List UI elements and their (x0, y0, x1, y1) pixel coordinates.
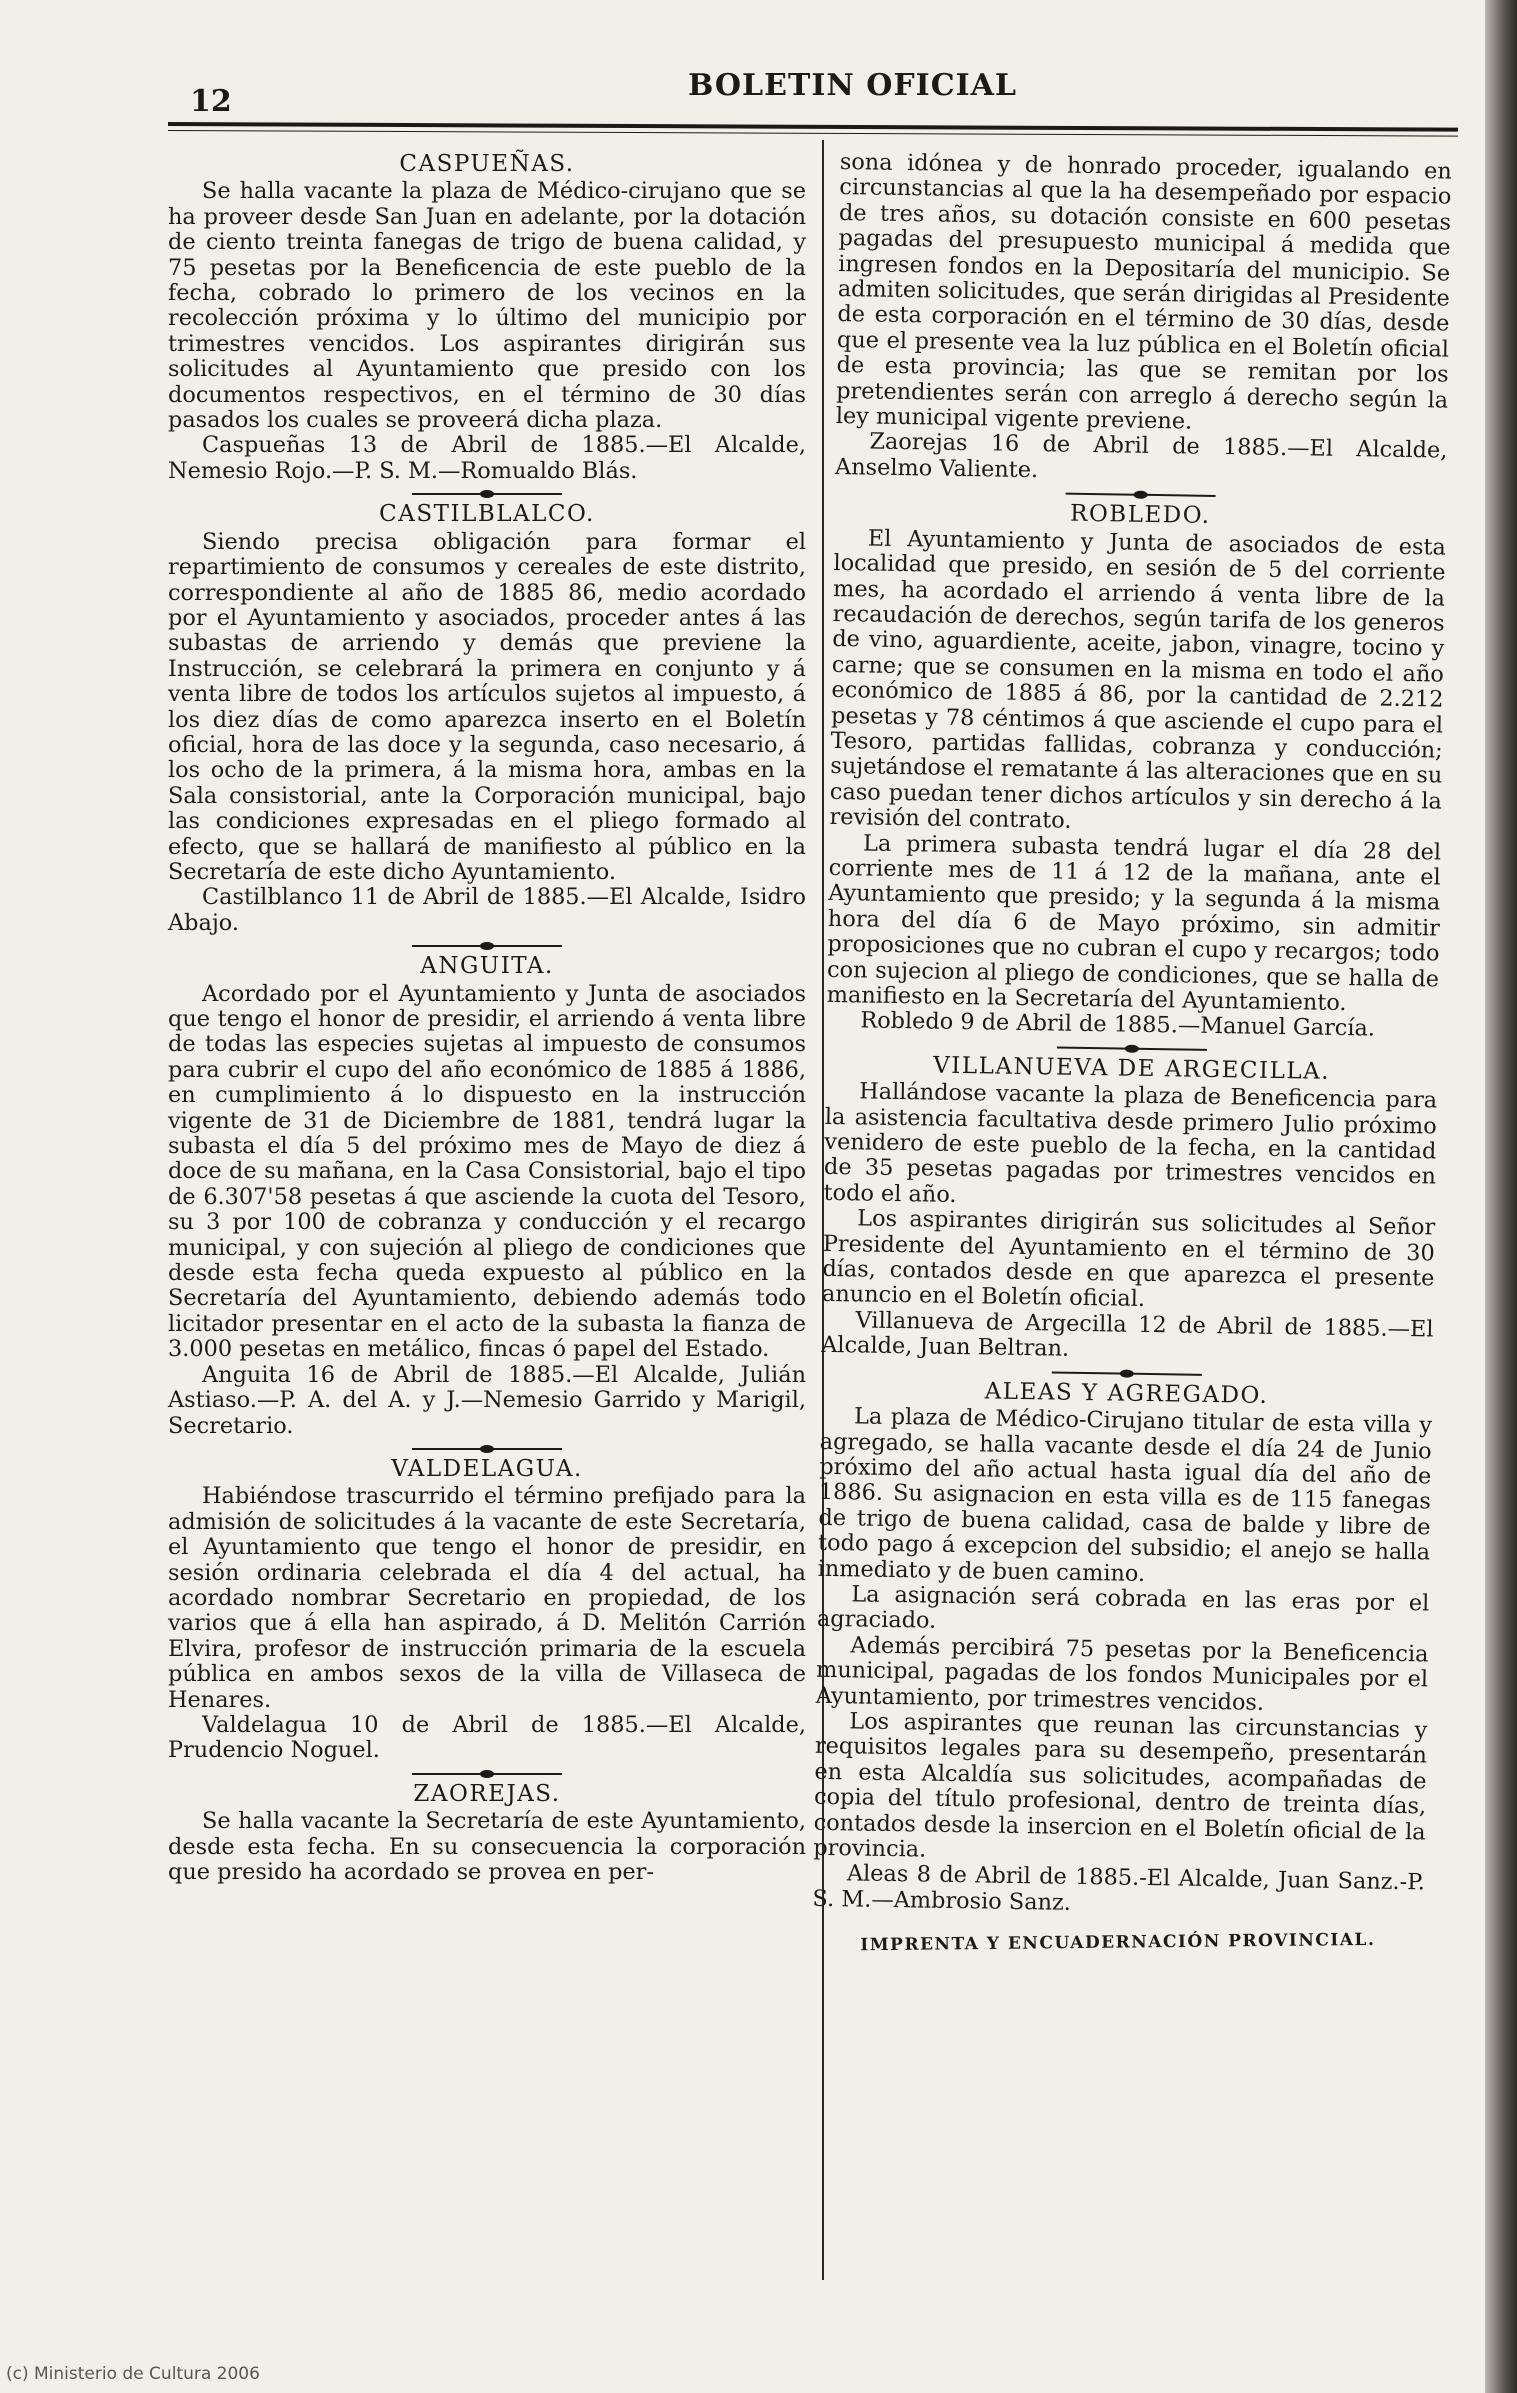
separator-rule (412, 1769, 562, 1779)
notice-body: Acordado por el Ayuntamiento y Junta de asociados que tengo el honor de presidir, el arriendo á venta libre de todas las especies sujetas al impuesto de consumos para cubrir el cupo del año económico de 1885 á 1886, en cumplimiento á lo dispuesto en la instrucción vigente de 31 de Diciembre de 1881, tendrá lugar la subasta el día 5 del próximo mes de Mayo de diez á doce de su mañana, en la Casa Consistorial, bajo el tipo de 6.307'58 pesetas á que asciende la cuota del Tesoro, su 3 por 100 de cobranza y conducción y el recargo municipal, y con sujeción al pliego de condiciones que desde esta fecha queda expuesto al público en la Secretaría del Ayuntamiento, debiendo además todo licitador presentar en el acto de la subasta la fianza de 3.000 pesetas en metálico, fincas ó papel del Estado. (168, 980, 806, 1363)
notice-signature: Zaorejas 16 de Abril de 1885.—El Alcalde, Anselmo Valiente. (834, 428, 1448, 484)
notice-castilblanco (168, 502, 806, 936)
notice-body: sona idónea y de honrado proceder, igualando en circunstancias al que la ha desempeñado por espacio de tres años, su dotación consiste en 600 pesetas pagadas del presupuesto municipal á medida que ingresen fondos en la Depositaría del municipio. Se admiten solicitudes, que serán dirigidas al Presidente de esta corporación en el término de 30 días, desde que el presente vea la luz pública en el Boletín oficial de esta provincia; las que se remitan por los pretendientes serán con arreglo á derecho según la ley municipal vigente previene. (835, 149, 1452, 435)
notice-body: Habiéndose trascurrido el término prefijado para la admisión de solicitudes á la vacante de este Secretaría, el Ayuntamiento que tengo el honor de presidir, en sesión ordinaria celebrada el día 4 del actual, ha acordado nombrar Secretario en propiedad, de los varios que á ella han aspirado, á D. Melitón Carrión Elvira, profesor de instrucción primaria de la escuela pública en ambos sexos de la villa de Villaseca de Henares. (168, 1483, 806, 1713)
notice-body: El Ayuntamiento y Junta de asociados de esta localidad que presido, en sesión de 5 del corriente mes, ha acordado el arriendo á venta libre de la recaudación de derechos, según tarifa de los generos de vino, aguardiente, aceite, jabon, vinagre, tocino y carne; que se consumen en la misma en todo el año económico de 1885 á 86, por la cantidad de 2.212 pesetas y 78 céntimos á que asciende el cupo para el Tesoro, partidas fallidas, cobranza y conducción; sujetándose el rematante á las alteraciones que en su caso puedan tener dichos artículos y sin derecho á la revisión del contrato. (829, 525, 1447, 834)
notice-villanueva (821, 1052, 1438, 1368)
notice-zaorejas (168, 1782, 806, 1886)
separator-rule (1057, 1042, 1207, 1054)
notice-body: Hallándose vacante la plaza de Beneficencia para la asistencia facultativa desde primero Julio próximo venidero de este pueblo de la fecha, en la cantidad de 35 pesetas pagadas por trimestres vencidos en todo el año. (823, 1078, 1438, 1208)
separator-rule (412, 941, 562, 951)
notice-heading: CASPUEÑAS. (399, 151, 575, 177)
copyright-notice: (c) Ministerio de Cultura 2006 (6, 2364, 260, 2384)
notice-heading: VALDELAGUA. (391, 1455, 583, 1482)
notice-signature: Villanueva de Argecilla 12 de Abril de 1885.—El Alcalde, Juan Beltran. (821, 1307, 1434, 1363)
right-column (812, 150, 1452, 1961)
separator-rule (1066, 489, 1216, 501)
notice-body: La asignación será cobrada en las eras por el agraciado. (816, 1581, 1430, 1635)
notice-valdelagua (168, 1457, 806, 1764)
separator-rule (412, 1444, 562, 1454)
separator-rule (1052, 1367, 1202, 1379)
notice-body: Los aspirantes que reunan las circunstancias y requisitos legales para su desempeño, presentarán en esta Alcaldía sus solicitudes, acompañadas de copia del título profesional, dentro de treinta días, contados desde la insercion en el Boletín oficial de la provincia. (813, 1708, 1428, 1863)
notice-heading: ROBLEDO. (1069, 500, 1211, 530)
notice-caspuenas (168, 152, 806, 484)
notice-body: La primera subasta tendrá lugar el día 28 del corriente mes de 11 á 12 de la mañana, ante el Ayuntamiento que presido; y la segunda á la misma hora del día 6 de Mayo próximo, sin admitir proposiciones que no cubran el cupo y recargos; todo con sujecion al pliego de condiciones, que se halla de manifiesto en la Secretaría del Ayuntamiento. (826, 830, 1442, 1017)
page-edge-shadow (1485, 0, 1517, 2393)
notice-heading: ANGUITA. (420, 953, 554, 980)
notice-body: Se halla vacante la plaza de Médico-cirujano que se ha proveer desde San Juan en adelante, por la dotación de ciento treinta fanegas de trigo de buena calidad, y 75 pesetas por la Beneficencia de este pueblo de la fecha, cobrado lo primero de los vecinos en la recolección próxima y lo último del municipio por trimestres vencidos. Los aspirantes dirigirán sus solicitudes al Ayuntamiento que presido con los documentos respectivos, en el término de 30 días pasados los cuales se proveerá dicha plaza. (168, 178, 806, 434)
notice-signature: Caspueñas 13 de Abril de 1885.—El Alcalde, Nemesio Rojo.—P. S. M.—Romualdo Blás. (168, 432, 806, 484)
notice-heading: CASTILBLALCO. (379, 501, 595, 528)
notice-aleas (812, 1377, 1432, 1922)
running-title: BOLETIN OFICIAL (688, 68, 1017, 103)
page-number: 12 (190, 84, 232, 119)
notice-signature: Aleas 8 de Abril de 1885.-El Alcalde, Juan Sanz.-P. S. M.—Ambrosio Sanz. (812, 1860, 1426, 1916)
notice-heading: VILLANUEVA DE ARGECILLA. (932, 1052, 1331, 1085)
notice-zaorejas-continued (835, 150, 1452, 490)
printer-imprint: IMPRENTA Y ENCUADERNACIÓN PROVINCIAL. (860, 1930, 1376, 1956)
notice-anguita (168, 954, 806, 1439)
notice-body: Siendo precisa obligación para formar el repartimiento de consumos y cereales de este distrito, correspondiente al año de 1885 86, medio acordado por el Ayuntamiento y asociados, proceder antes á las subastas de arriendo y demás que previene la Instrucción, se celebrará la primera en conjunto y á venta libre de todos los artículos sujetos al impuesto, á los diez días de como aparezca inserto en el Boletín oficial, hora de las doce y la segunda, caso necesario, á los ocho de la primera, á la misma hora, ambas en la Sala consistorial, ante la Corporación municipal, bajo las condiciones expresadas en el pliego formado al efecto, que se hallará de manifiesto al público en la Secretaría de este dicho Ayuntamiento. (168, 528, 806, 885)
page-header (168, 62, 1458, 132)
notice-body: La plaza de Médico-Cirujano titular de esta villa y agregado, se halla vacante desde el día 24 de Junio próximo del año actual hasta igual día del año de 1886. Su asignacion en esta villa es de 115 fanegas de trigo de buena calidad, casa de balde y libre de todo pago á excepcion del subsidio; el anejo se halla inmediato y de buen camino. (817, 1403, 1433, 1587)
notice-body: Los aspirantes dirigirán sus solicitudes al Señor Presidente del Ayuntamiento en el término de 30 días, contados desde en que aparezca el presente anuncio en el Boletín oficial. (821, 1205, 1436, 1313)
notice-heading: ZAOREJAS. (413, 1780, 561, 1807)
notice-signature: Castilblanco 11 de Abril de 1885.—El Alcalde, Isidro Abajo. (168, 884, 806, 936)
notice-signature: Anguita 16 de Abril de 1885.—El Alcalde, Julián Astiaso.—P. A. del A. y J.—Nemesio Garrido y Marigil, Secretario. (168, 1361, 806, 1439)
notice-heading: ALEAS Y AGREGADO. (984, 1378, 1269, 1409)
notice-body: Se halla vacante la Secretaría de este Ayuntamiento, desde esta fecha. En su consecuencia la corporación que presido ha acordado se provea en per- (168, 1808, 806, 1885)
notice-body: Además percibirá 75 pesetas por la Beneficencia municipal, pagadas de los fondos Municipales por el Ayuntamiento, por trimestres vencidos. (815, 1632, 1429, 1716)
separator-rule (412, 489, 562, 499)
notice-signature: Valdelagua 10 de Abril de 1885.—El Alcalde, Prudencio Noguel. (168, 1711, 806, 1764)
notice-signature: Robledo 9 de Abril de 1885.—Manuel García. (860, 1007, 1376, 1042)
left-column (168, 150, 806, 1885)
notice-robledo (826, 498, 1446, 1043)
